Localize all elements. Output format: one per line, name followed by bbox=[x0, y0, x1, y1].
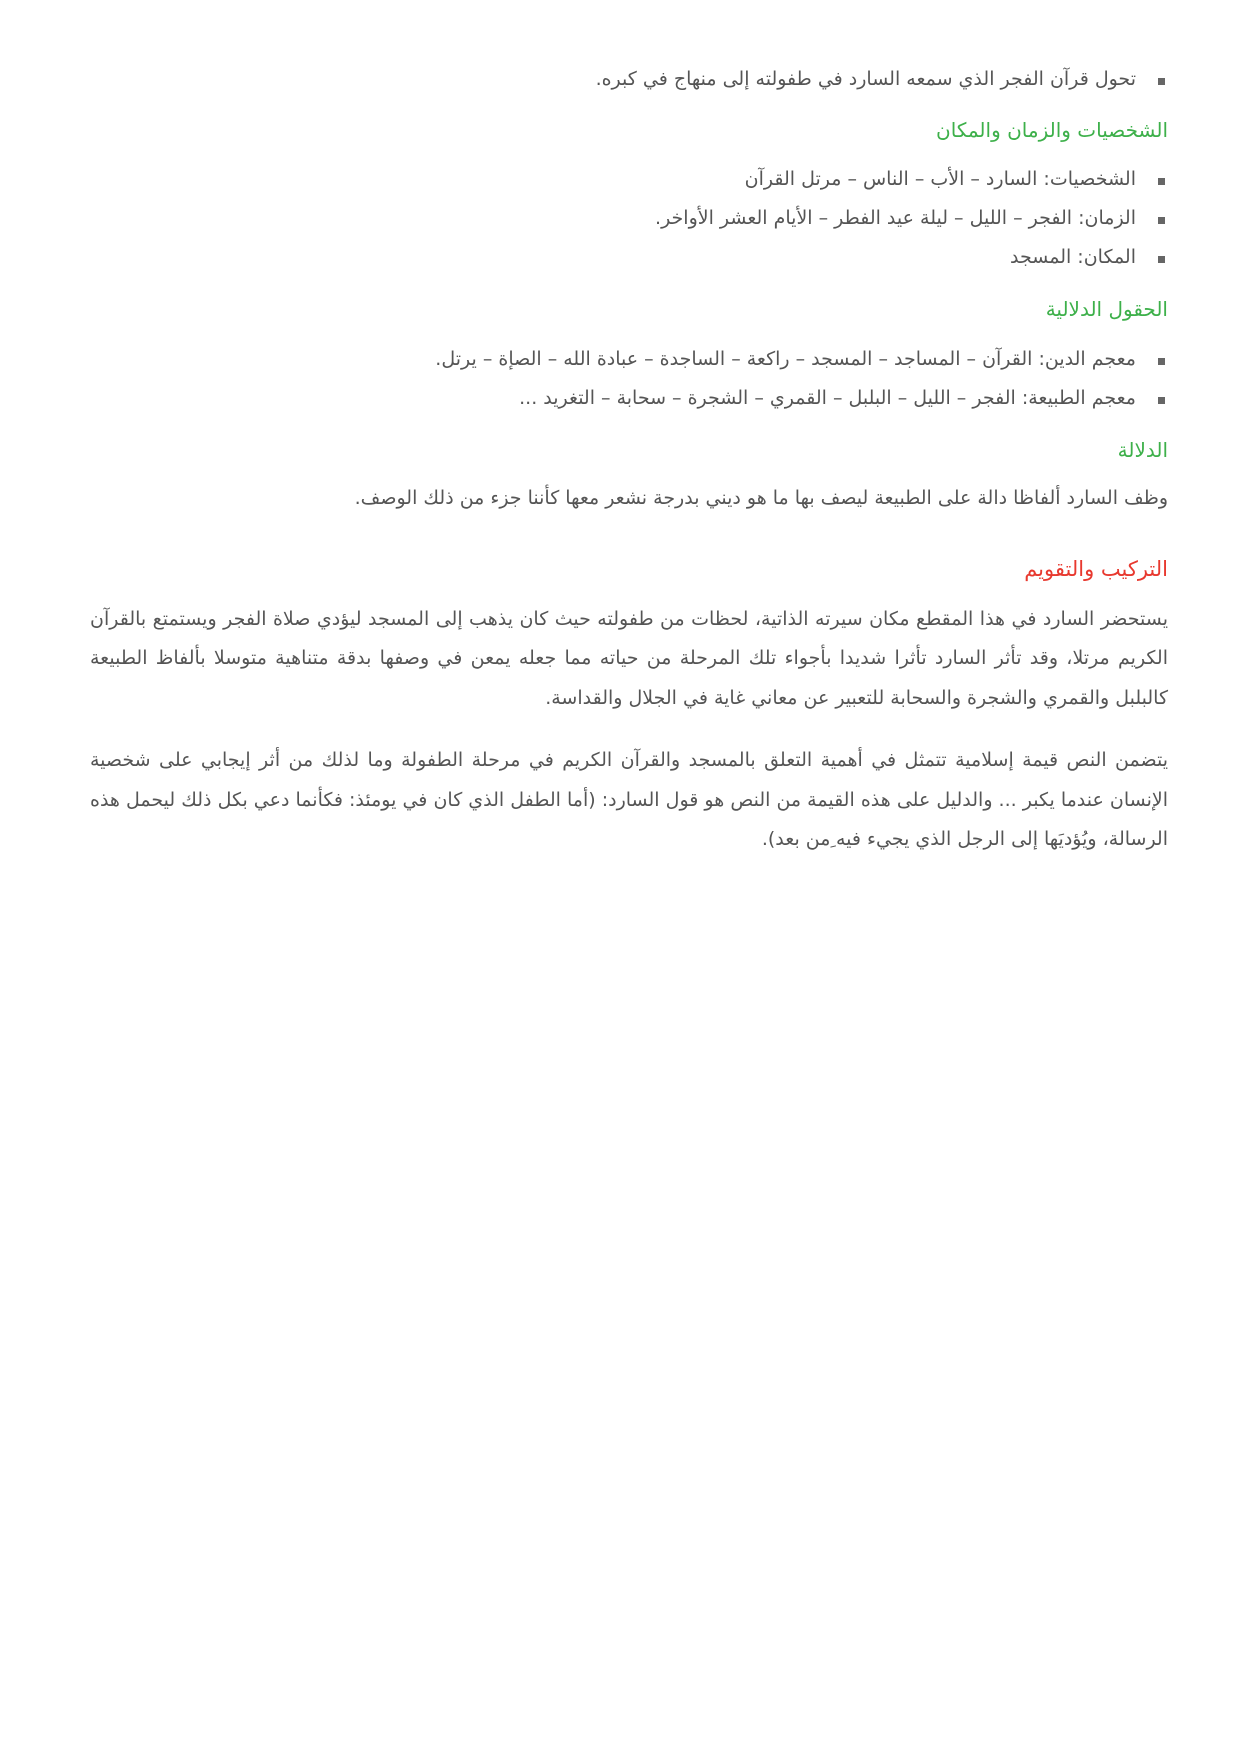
synthesis-paragraph: يتضمن النص قيمة إسلامية تتمثل في أهمية التعلق بالمسجد والقرآن الكريم في مرحلة الطفولة وما لذلك من أثر إيجابي على شخصية الإنسان عندما يكبر ... والدليل على هذه القيمة من النص هو قول السارد: (أما الطفل الذي كان في يومئذ: فكأنما دعي بكل ذلك ليحمل هذه الرسالة، ويُؤديَها إلى الرجل الذي يجيء فيه ِمن بعد). bbox=[90, 749, 1168, 850]
synthesis-paragraph: يستحضر السارد في هذا المقطع مكان سيرته الذاتية، لحظات من طفولته حيث كان يذهب إلى المسجد ليؤدي صلاة الفجر ويستمتع بالقرآن الكريم مرتلا، وقد تأثر السارد تأثرا شديدا بأجواء تلك المرحلة من حياته مما جعله يمعن في وصفها بدقة متناهية متوسلا بألفاظ الطبيعة كالبلبل والقمري والشجرة والسحابة للتعبير عن معاني غاية في الجلال والقداسة. bbox=[90, 607, 1168, 709]
section-heading-meaning: الدلالة bbox=[1117, 438, 1168, 462]
list-item: معجم الدين: القرآن – المساجد – المسجد – راكعة – الساجدة – عبادة الله – الصإة – يرتل. bbox=[90, 340, 1168, 379]
list-item: الشخصيات: السارد – الأب – الناس – مرتل القرآن bbox=[90, 160, 1168, 199]
list-item: الزمان: الفجر – الليل – ليلة عيد الفطر – الأيام العشر الأواخر. bbox=[90, 199, 1168, 238]
document-page bbox=[90, 0, 1168, 860]
section-heading-synthesis: التركيب والتقويم bbox=[1024, 556, 1168, 581]
section-heading-fields: الحقول الدلالية bbox=[1045, 297, 1168, 321]
list-item: معجم الطبيعة: الفجر – الليل – البلبل – القمري – الشجرة – سحابة – التغريد ... bbox=[90, 379, 1168, 418]
list-item: المكان: المسجد bbox=[90, 238, 1168, 277]
list-item: تحول قرآن الفجر الذي سمعه السارد في طفولته إلى منهاج في كبره. bbox=[90, 60, 1168, 99]
section-heading-characters: الشخصيات والزمان والمكان bbox=[936, 118, 1168, 142]
meaning-paragraph: وظف السارد ألفاظا دالة على الطبيعة ليصف بها ما هو ديني بدرجة نشعر معها كأننا جزء من ذلك الوصف. bbox=[354, 487, 1168, 509]
